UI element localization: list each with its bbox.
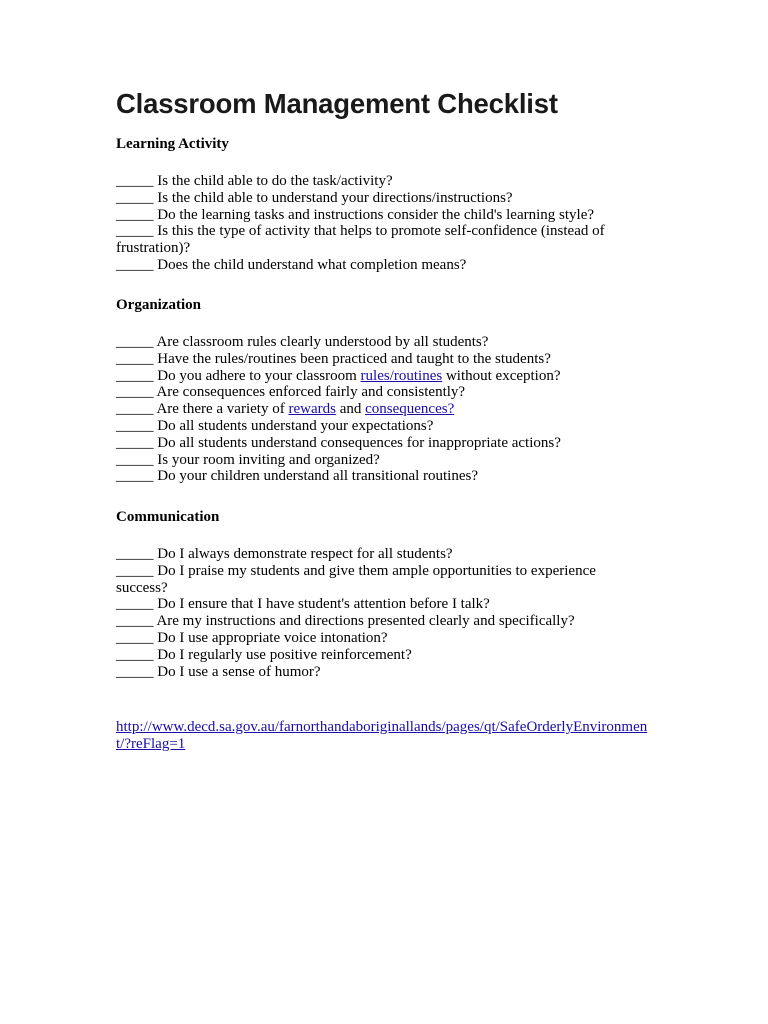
checklist-item <box>116 468 636 485</box>
answer-blank: _____ <box>116 401 154 418</box>
item-text: without exception? <box>442 367 561 384</box>
answer-blank: _____ <box>116 417 154 434</box>
item-text: Do I use appropriate voice intonation? <box>157 629 388 646</box>
item-text: Are there a variety of <box>156 401 289 418</box>
item-text: Is your room inviting and organized? <box>157 451 380 468</box>
checklist-item <box>116 257 636 274</box>
item-text: Do all students understand consequences for inappropriate actions? <box>157 434 561 451</box>
section-heading: Organization <box>116 297 201 313</box>
answer-blank: _____ <box>116 206 154 223</box>
answer-blank: _____ <box>116 350 154 367</box>
answer-blank: _____ <box>116 189 154 206</box>
answer-blank: _____ <box>116 384 154 401</box>
item-text: Do I regularly use positive reinforcement? <box>157 646 412 663</box>
checklist <box>116 173 676 274</box>
answer-blank: _____ <box>116 629 154 646</box>
section-heading: Communication <box>116 509 220 525</box>
item-text: Is this the type of activity that helps to promote self-confidence (instead of frustration)? <box>116 223 605 257</box>
checklist-item <box>116 647 636 664</box>
item-text: Are classroom rules clearly understood by all students? <box>156 334 489 350</box>
answer-blank: _____ <box>116 646 154 663</box>
checklist-item <box>116 418 636 435</box>
inline-link[interactable]: consequences? <box>365 401 455 418</box>
section-heading: Learning Activity <box>116 136 229 152</box>
answer-blank: _____ <box>116 256 154 273</box>
answer-blank: _____ <box>116 596 154 613</box>
checklist-item <box>116 351 636 368</box>
item-text: Are consequences enforced fairly and consistently? <box>156 384 466 401</box>
checklist-item <box>116 368 636 385</box>
answer-blank: _____ <box>116 451 154 468</box>
answer-blank: _____ <box>116 613 154 630</box>
checklist-item <box>116 613 636 630</box>
item-text: and <box>335 401 366 418</box>
checklist-item <box>116 664 636 681</box>
checklist-item <box>116 173 636 190</box>
item-text: Do all students understand your expectations? <box>157 417 434 434</box>
answer-blank: _____ <box>116 468 154 485</box>
answer-blank: _____ <box>116 173 154 189</box>
item-text: Do I ensure that I have student's attention before I talk? <box>157 596 490 613</box>
answer-blank: _____ <box>116 663 154 680</box>
checklist-item <box>116 334 636 351</box>
page-title: Classroom Management Checklist <box>116 88 558 119</box>
answer-blank: _____ <box>116 546 154 562</box>
answer-blank: _____ <box>116 367 154 384</box>
checklist-item <box>116 630 636 647</box>
item-text: Are my instructions and directions presented clearly and specifically? <box>156 613 575 630</box>
item-text: Is the child able to understand your directions/instructions? <box>157 189 513 206</box>
answer-blank: _____ <box>116 223 154 240</box>
source-link[interactable]: http://www.decd.sa.gov.au/farnorthandaboriginallands/pages/qt/SafeOrderlyEnvironment/?reFlag=1 <box>116 719 648 752</box>
section-communication <box>116 508 676 680</box>
answer-blank: _____ <box>116 562 154 579</box>
checklist-item <box>116 401 636 418</box>
answer-blank: _____ <box>116 434 154 451</box>
item-text: Do I use a sense of humor? <box>157 663 321 680</box>
item-text: Do your children understand all transitional routines? <box>157 468 478 485</box>
inline-link[interactable]: rewards <box>288 401 336 418</box>
checklist-item <box>116 546 636 563</box>
item-text: Do you adhere to your classroom <box>157 367 361 384</box>
checklist-item <box>116 435 636 452</box>
item-text: Is the child able to do the task/activity? <box>157 173 393 189</box>
item-text: Have the rules/routines been practiced and taught to the students? <box>157 350 551 367</box>
checklist-item <box>116 563 636 597</box>
item-text: Do I praise my students and give them ample opportunities to experience success? <box>116 562 596 596</box>
item-text: Do the learning tasks and instructions consider the child's learning style? <box>157 206 595 223</box>
item-text: Does the child understand what completion means? <box>157 256 467 273</box>
checklist <box>116 546 676 680</box>
answer-blank: _____ <box>116 334 154 350</box>
checklist-item <box>116 596 636 613</box>
checklist-item <box>116 223 636 257</box>
section-learning-activity <box>116 135 676 274</box>
checklist-item <box>116 452 636 469</box>
checklist-item <box>116 207 636 224</box>
section-organization <box>116 296 676 485</box>
checklist-item <box>116 190 636 207</box>
item-text: Do I always demonstrate respect for all students? <box>157 546 453 562</box>
checklist-item <box>116 384 636 401</box>
checklist <box>116 334 676 485</box>
inline-link[interactable]: rules/routines <box>360 367 443 384</box>
